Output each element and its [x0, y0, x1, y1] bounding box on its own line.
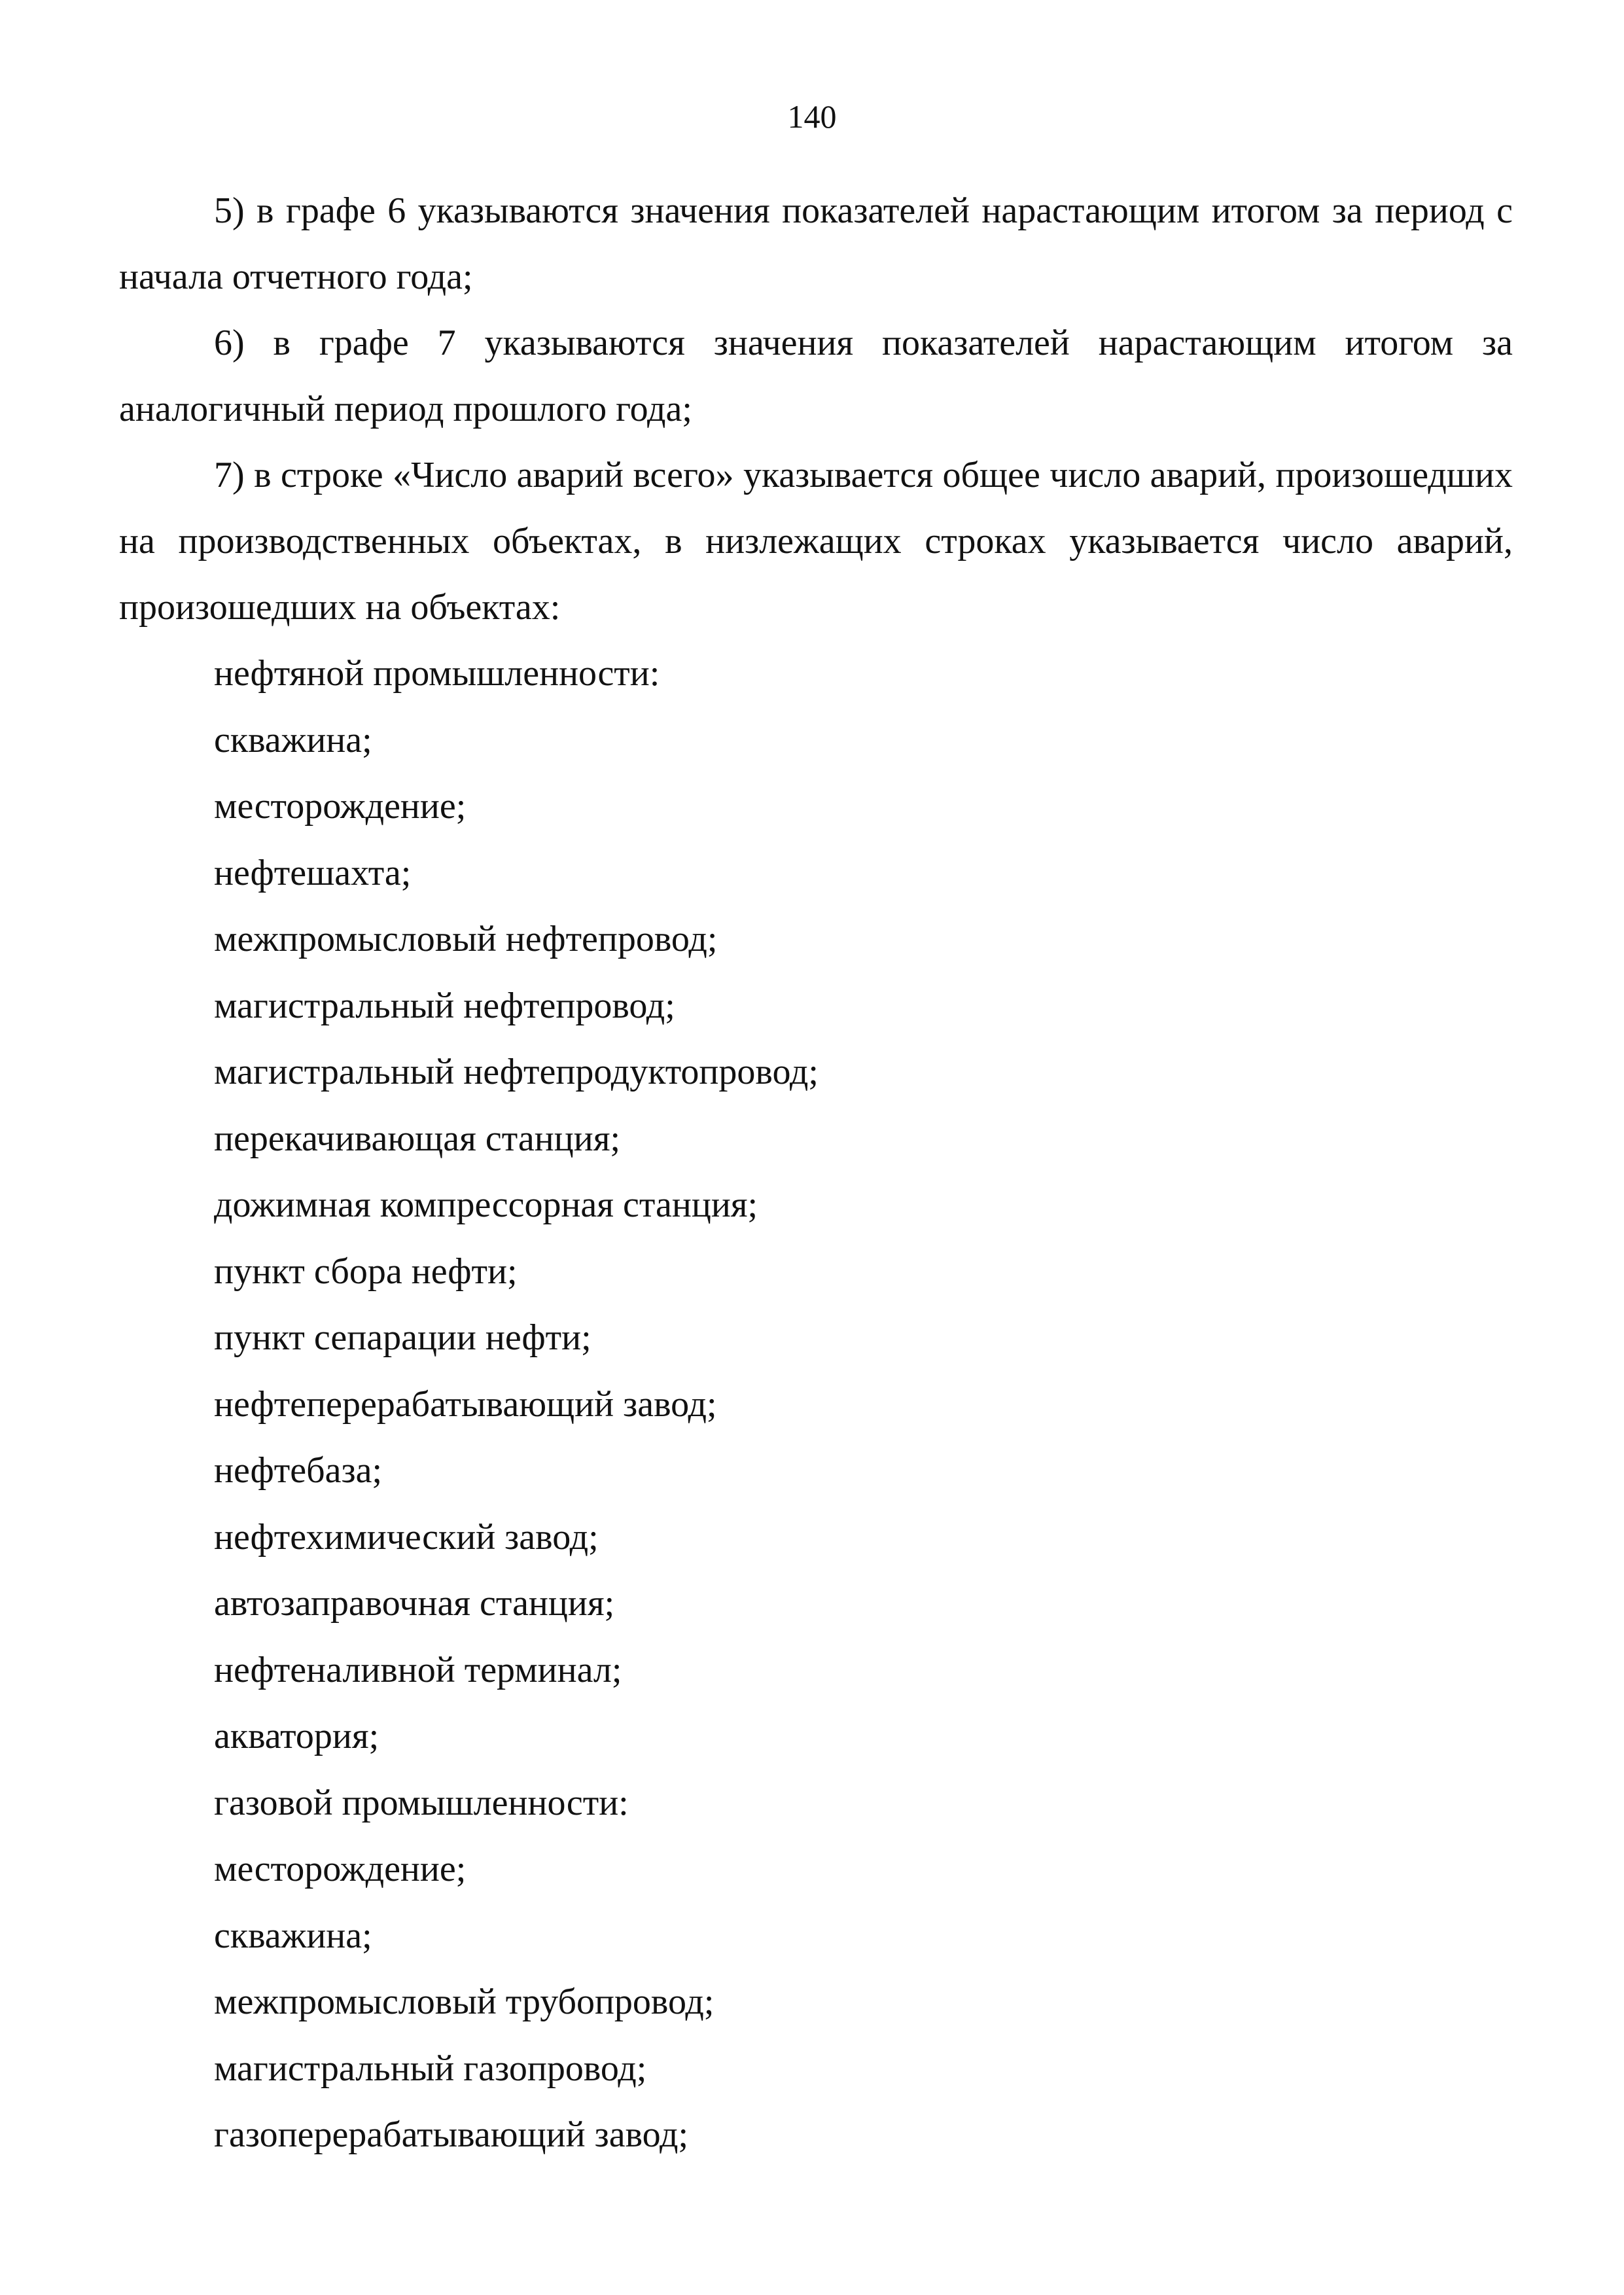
- list-item: пункт сбора нефти;: [214, 1251, 518, 1292]
- list-item: межпромысловый нефтепровод;: [214, 919, 718, 959]
- list-item: месторождение;: [214, 1849, 467, 1889]
- list-item: скважина;: [214, 719, 372, 760]
- list-item: акватория;: [214, 1716, 380, 1756]
- list-item: нефтехимический завод;: [214, 1516, 599, 1557]
- list-item: газоперерабатывающий завод;: [214, 2114, 689, 2155]
- paragraph-6: 6) в графе 7 указываются значения показателей нарастающим итогом за аналогичный период прошлого года;: [119, 323, 1513, 429]
- list-item: магистральный газопровод;: [214, 2048, 647, 2089]
- list-item: газовой промышленности:: [214, 1782, 629, 1823]
- document-body: [119, 178, 1513, 2169]
- list-item: магистральный нефтепродуктопровод;: [214, 1052, 819, 1092]
- list-item: нефтеперерабатывающий завод;: [214, 1383, 717, 1425]
- list-item: магистральный нефтепровод;: [214, 985, 675, 1026]
- facility-list: [119, 641, 1513, 2169]
- list-item: пункт сепарации нефти;: [214, 1317, 591, 1358]
- list-item: нефтебаза;: [214, 1450, 383, 1491]
- list-item: перекачивающая станция;: [214, 1118, 621, 1159]
- page-number: 140: [787, 98, 837, 135]
- list-item: межпромысловый трубопровод;: [214, 1982, 715, 2022]
- paragraph-5: 5) в графе 6 указываются значения показателей нарастающим итогом за период с начала отчетного года;: [119, 190, 1513, 297]
- list-item: нефтешахта;: [214, 852, 412, 893]
- paragraph-7: 7) в строке «Число аварий всего» указывается общее число аварий, произошедших на производственных объектах, в низлежащих строках указывается число аварий, произошедших на объектах:: [119, 455, 1513, 628]
- list-item: нефтяной промышленности:: [214, 653, 660, 694]
- list-item: нефтеналивной терминал;: [214, 1649, 622, 1690]
- list-item: скважина;: [214, 1915, 372, 1956]
- list-item: месторождение;: [214, 786, 467, 827]
- list-item: дожимная компрессорная станция;: [214, 1184, 758, 1225]
- list-item: автозаправочная станция;: [214, 1583, 615, 1624]
